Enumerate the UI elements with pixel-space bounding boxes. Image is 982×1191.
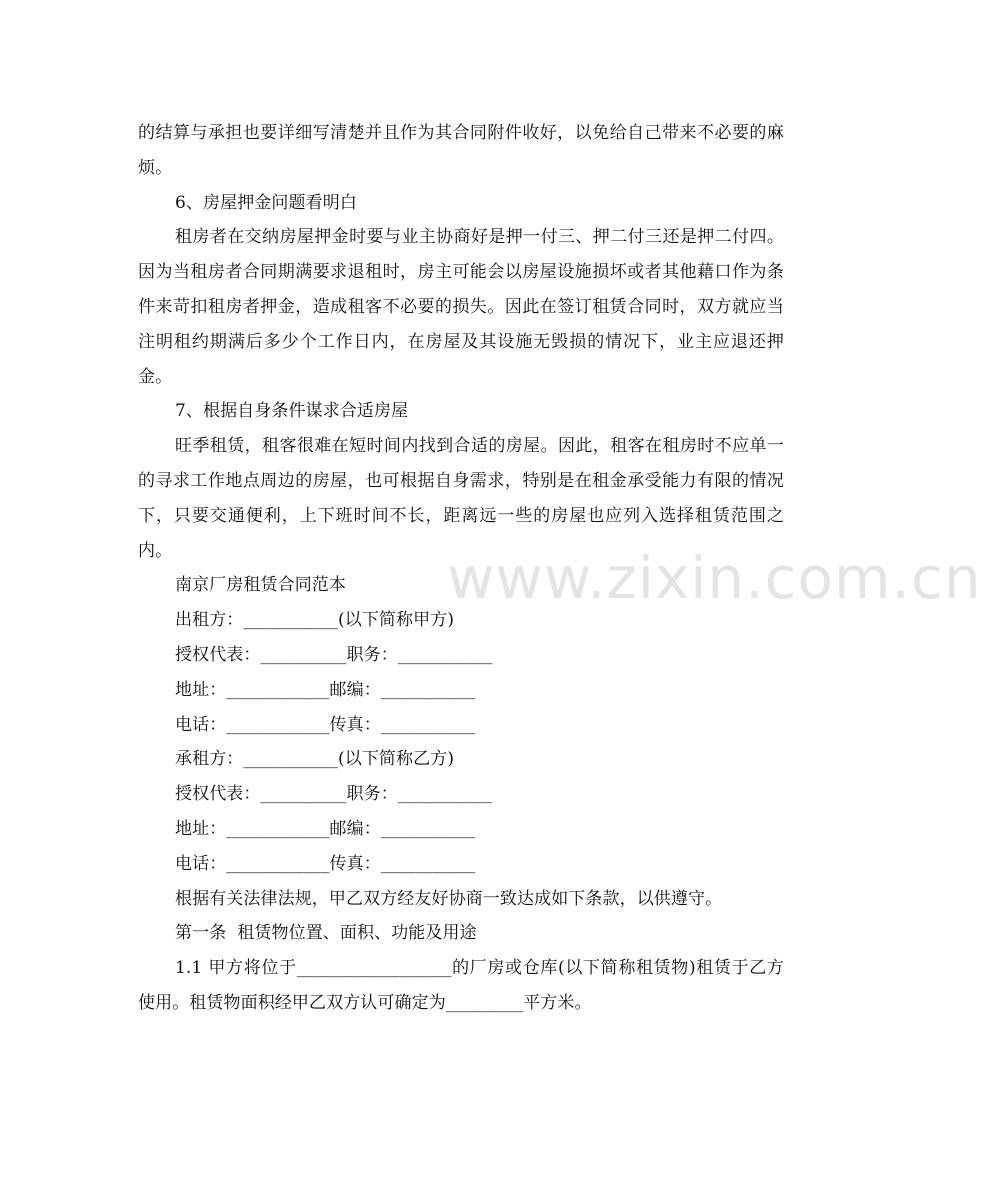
contract-form [138,568,784,951]
lessor-address-line: 地址：____________邮编：___________ [175,679,476,700]
article-one-heading: 第一条 租赁物位置、面积、功能及用途 [175,923,477,944]
lessor-phone-line: 电话：____________传真：___________ [175,714,476,735]
lessee-phone-line: 电话：____________传真：___________ [175,853,476,874]
lessee-address-line: 地址：____________邮编：___________ [175,818,476,839]
watermark: www.zixin.com.cn [447,544,982,612]
lessor-representative-line: 授权代表：__________职务：___________ [175,644,493,665]
paragraph-suitable-house: 旺季租赁，租客很难在短时间内找到合适的房屋。因此，租客在租房时不应单一的寻求工作地点周边的房屋，也可根据自身需求，特别是在租金承受能力有限的情况下，只要交通便利，上下班时间不长，距离远一些的房屋也应列入选择租赁范围之内。 [138,436,784,561]
heading-suitable-house: 7、根据自身条件谋求合适房屋 [175,401,409,422]
document-body [138,116,784,1021]
paragraph-deposit: 租房者在交纳房屋押金时要与业主协商好是押一付三、押二付三还是押二付四。因为当租房者合同期满要求退租时，房主可能会以房屋设施损坏或者其他藉口作为条件来苛扣租房者押金，造成租客不必要的损失。因此在签订租赁合同时，双方就应当注明租约期满后多少个工作日内，在房屋及其设施无毁损的情况下，业主应退还押金。 [138,227,784,387]
paragraph-settlement-continuation: 的结算与承担也要详细写清楚并且作为其合同附件收好，以免给自己带来不必要的麻烦。 [138,123,784,178]
clause-1-1: 1.1 甲方将位于__________________的厂房或仓库(以下简称租赁物)租赁于乙方使用。租赁物面积经甲乙双方认可确定为_________平方米。 [138,958,784,1013]
heading-deposit: 6、房屋押金问题看明白 [175,192,357,213]
lessor-line: 出租方：___________(以下简称甲方) [175,610,455,631]
lessee-line: 承租方：___________(以下简称乙方) [175,749,455,770]
lessee-representative-line: 授权代表：__________职务：___________ [175,784,493,805]
contract-title: 南京厂房租赁合同范本 [175,575,346,596]
agreement-preamble: 根据有关法律法规，甲乙双方经友好协商一致达成如下条款，以供遵守。 [175,888,723,909]
